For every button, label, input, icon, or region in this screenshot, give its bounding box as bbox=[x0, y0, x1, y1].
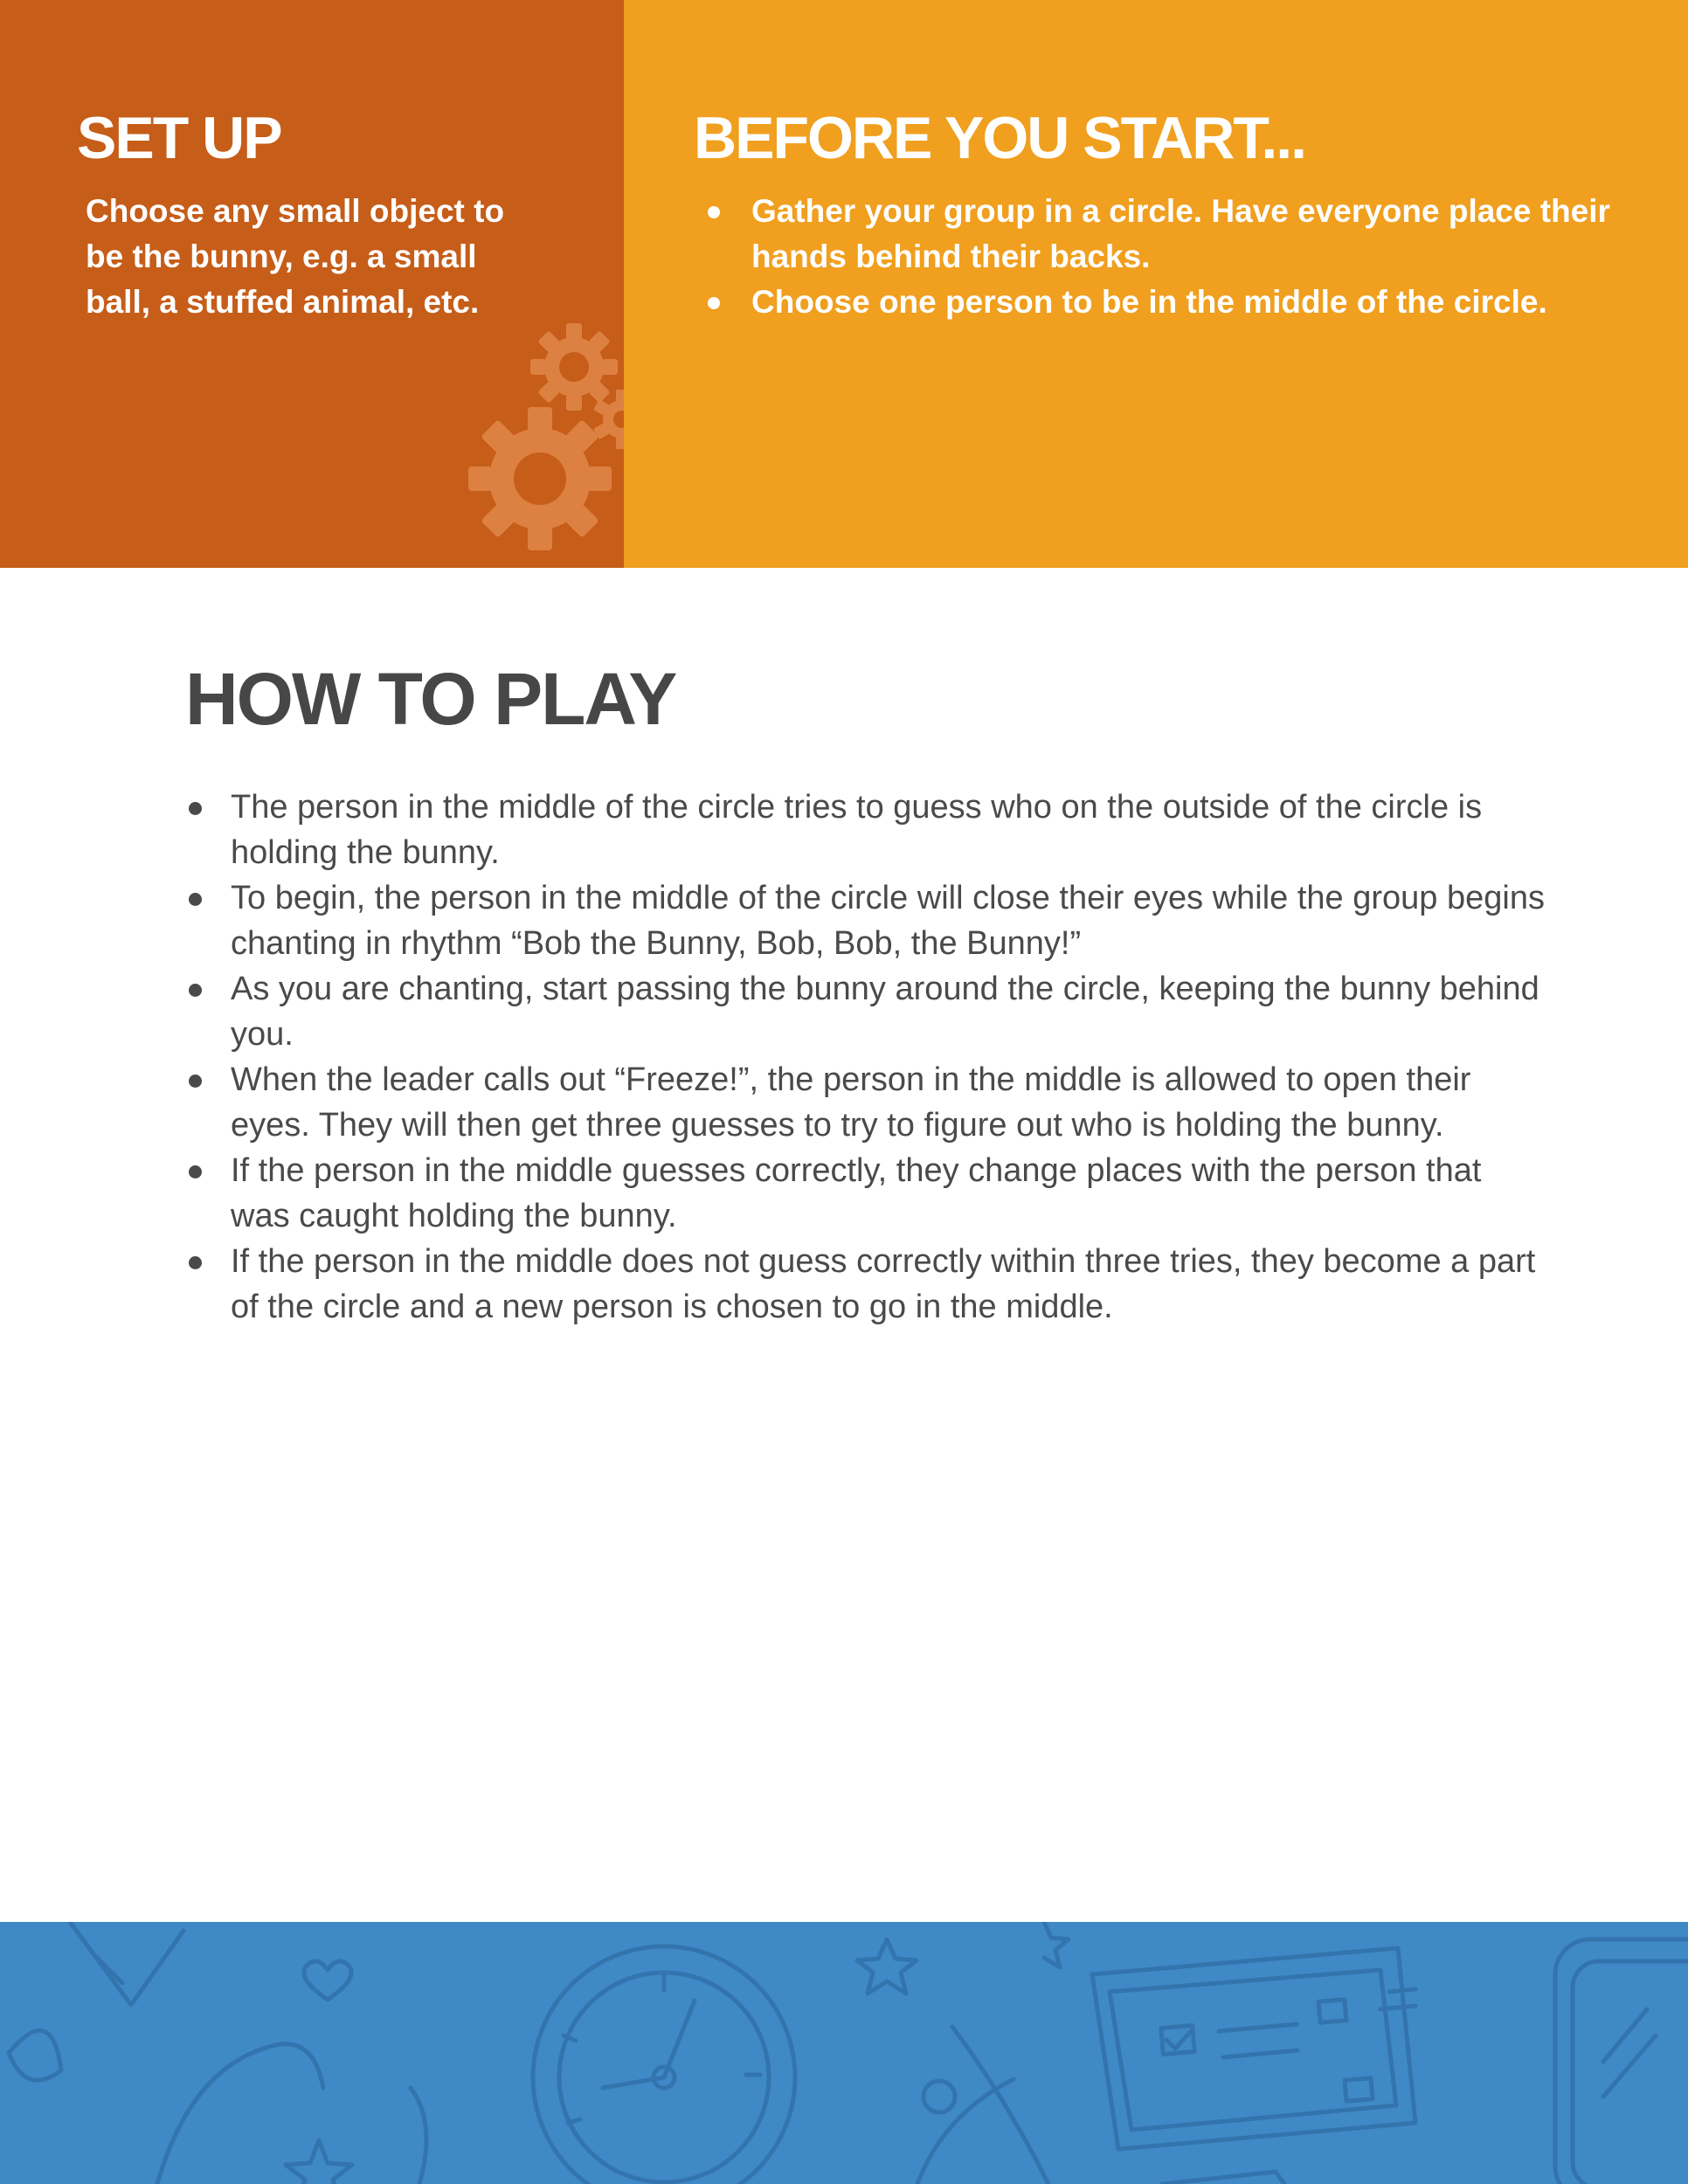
list-item: If the person in the middle guesses correctly, they change places with the person that was caught holding the bunny. bbox=[185, 1148, 1548, 1239]
list-item: Choose one person to be in the middle of the circle. bbox=[694, 280, 1637, 325]
how-to-play-list bbox=[185, 784, 1548, 1330]
footer-doodle-pattern bbox=[0, 1922, 1688, 2184]
setup-panel bbox=[0, 0, 624, 568]
before-title: BEFORE YOU START... bbox=[694, 105, 1306, 171]
list-item: If the person in the middle does not guess correctly within three tries, they become a part of the circle and a new person is chosen to go in the middle. bbox=[185, 1239, 1548, 1330]
list-item: Gather your group in a circle. Have everyone place their hands behind their backs. bbox=[694, 189, 1637, 280]
list-item: When the leader calls out “Freeze!”, the person in the middle is allowed to open their eyes. They will then get three guesses to try to figure out who is holding the bunny. bbox=[185, 1057, 1548, 1148]
list-item: The person in the middle of the circle tries to guess who on the outside of the circle is holding the bunny. bbox=[185, 784, 1548, 875]
top-banner bbox=[0, 0, 1688, 568]
gears-icon bbox=[454, 306, 624, 568]
before-list bbox=[694, 189, 1637, 325]
footer-banner bbox=[0, 1922, 1688, 2184]
before-panel bbox=[624, 0, 1688, 568]
how-to-play-title: HOW TO PLAY bbox=[185, 658, 676, 740]
setup-text: Choose any small object to be the bunny, e.g. a small ball, a stuffed animal, etc. bbox=[86, 193, 505, 320]
setup-title: SET UP bbox=[77, 105, 281, 171]
list-item: To begin, the person in the middle of the circle will close their eyes while the group begins chanting in rhythm “Bob the Bunny, Bob, Bob, the Bunny!” bbox=[185, 875, 1548, 966]
list-item: As you are chanting, start passing the bunny around the circle, keeping the bunny behind you. bbox=[185, 966, 1548, 1057]
